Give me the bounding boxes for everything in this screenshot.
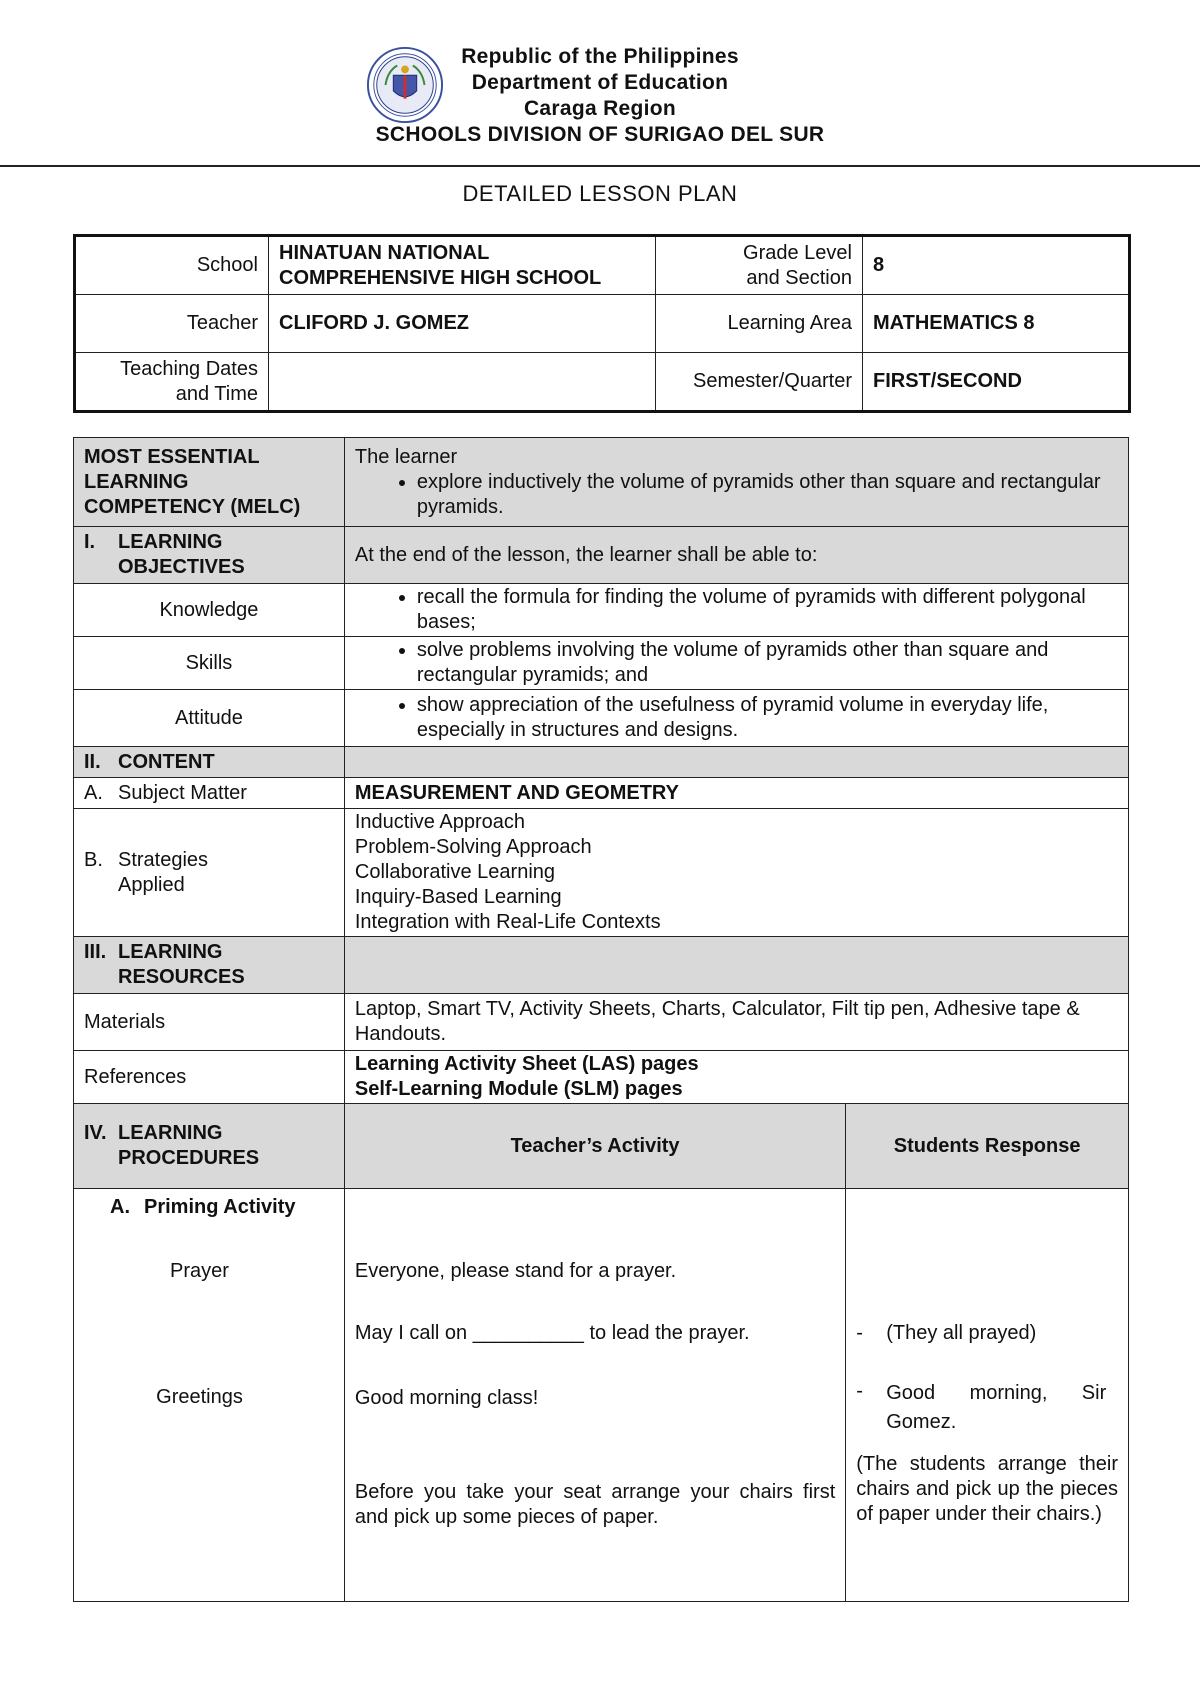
students-response-header: Students Response bbox=[846, 1104, 1129, 1189]
strategy-item: Inquiry-Based Learning bbox=[354, 886, 562, 908]
dash-marker: - bbox=[856, 1380, 863, 1402]
info-table bbox=[73, 234, 1131, 413]
resources-num: III. bbox=[84, 941, 107, 963]
strategy-item: Integration with Real-Life Contexts bbox=[354, 911, 661, 933]
strategies-row bbox=[74, 809, 1129, 937]
dates-label-line-1: Teaching Dates bbox=[120, 357, 258, 380]
teacher-activity-cell bbox=[344, 1189, 845, 1602]
objectives-num: I. bbox=[84, 531, 96, 553]
letterhead-line-1: Republic of the Philippines bbox=[461, 45, 739, 68]
melc-label-line-2: LEARNING bbox=[84, 470, 189, 493]
content-label bbox=[74, 747, 345, 778]
resources-label-line-2: RESOURCES bbox=[118, 966, 245, 988]
header-divider bbox=[0, 165, 1200, 167]
attitude-row bbox=[74, 690, 1129, 747]
attitude-content bbox=[344, 690, 1128, 747]
objectives-row bbox=[74, 527, 1129, 584]
content-num: II. bbox=[84, 750, 101, 773]
seat-teacher: Before you take your seat arrange your chairs first and pick up some pieces of paper. bbox=[354, 1481, 836, 1528]
school-value bbox=[269, 236, 656, 295]
references-label: References bbox=[74, 1051, 345, 1104]
greetings-teacher: Good morning class! bbox=[354, 1387, 539, 1409]
teacher-label: Teacher bbox=[75, 295, 269, 353]
melc-content bbox=[344, 438, 1128, 527]
melc-label bbox=[74, 438, 345, 527]
references-value bbox=[344, 1051, 1128, 1104]
content-row bbox=[74, 747, 1129, 778]
grade-value: 8 bbox=[863, 236, 1130, 295]
prayer-student-text: (They all prayed) bbox=[886, 1322, 1037, 1344]
priming-num: A. bbox=[110, 1196, 130, 1218]
prayer-student bbox=[856, 1321, 1118, 1346]
prayer-teacher-2: May I call on __________ to lead the prayer. bbox=[354, 1322, 750, 1344]
resources-empty bbox=[344, 937, 1128, 994]
knowledge-bullet: • recall the formula for finding the volume of pyramids with different polygonal bases; bbox=[417, 585, 1118, 635]
area-label: Learning Area bbox=[656, 295, 863, 353]
procedures-num: IV. bbox=[84, 1122, 107, 1144]
procedures-header-row bbox=[74, 1104, 1129, 1189]
strategy-item: Collaborative Learning bbox=[354, 861, 556, 883]
strategies-label-line-1: Strategies bbox=[118, 848, 209, 871]
knowledge-row bbox=[74, 584, 1129, 637]
prayer-label: Prayer bbox=[170, 1260, 229, 1282]
letterhead-line-4: SCHOOLS DIVISION OF SURIGAO DEL SUR bbox=[375, 123, 825, 146]
subject-value: MEASUREMENT AND GEOMETRY bbox=[344, 778, 1128, 809]
priming-labels bbox=[74, 1189, 345, 1602]
reference-item: Self-Learning Module (SLM) pages bbox=[354, 1078, 683, 1100]
priming-label bbox=[110, 1195, 296, 1220]
area-value: MATHEMATICS 8 bbox=[863, 295, 1130, 353]
resources-label bbox=[74, 937, 345, 994]
resources-row bbox=[74, 937, 1129, 994]
teacher-activity-header: Teacher’s Activity bbox=[344, 1104, 845, 1189]
strategy-item: Problem-Solving Approach bbox=[354, 836, 592, 858]
letterhead-line-3: Caraga Region bbox=[523, 97, 677, 120]
attitude-label: Attitude bbox=[74, 690, 345, 747]
materials-label: Materials bbox=[74, 994, 345, 1051]
references-row bbox=[74, 1051, 1129, 1104]
objectives-label bbox=[74, 527, 345, 584]
info-row-teacher bbox=[75, 295, 1130, 353]
subject-label-text: Subject Matter bbox=[118, 781, 247, 804]
priming-label-text: Priming Activity bbox=[144, 1196, 296, 1218]
quarter-value: FIRST/SECOND bbox=[863, 353, 1130, 412]
students-response-cell bbox=[846, 1189, 1129, 1602]
dash-marker: - bbox=[856, 1322, 863, 1344]
reference-item: Learning Activity Sheet (LAS) pages bbox=[354, 1053, 699, 1075]
melc-intro: The learner bbox=[354, 445, 458, 468]
greetings-label: Greetings bbox=[156, 1386, 243, 1408]
quarter-label: Semester/Quarter bbox=[656, 353, 863, 412]
subject-label bbox=[74, 778, 345, 809]
grade-label bbox=[656, 236, 863, 295]
seat-student: (The students arrange their chairs and pick up the pieces of paper under their chairs.) bbox=[856, 1453, 1118, 1525]
melc-label-line-1: MOST ESSENTIAL bbox=[84, 445, 260, 468]
procedures-label-line-1: LEARNING bbox=[118, 1122, 223, 1144]
dates-value bbox=[269, 353, 656, 412]
melc-bullet: • explore inductively the volume of pyramids other than square and rectangular pyramids. bbox=[417, 470, 1118, 520]
grade-label-line-1: Grade Level bbox=[743, 241, 852, 264]
teacher-value: CLIFORD J. GOMEZ bbox=[269, 295, 656, 353]
school-value-line-2: COMPREHENSIVE HIGH SCHOOL bbox=[279, 266, 602, 289]
school-value-line-1: HINATUAN NATIONAL bbox=[279, 241, 490, 264]
info-row-school bbox=[75, 236, 1130, 295]
lesson-table bbox=[73, 437, 1129, 1602]
skills-label: Skills bbox=[74, 637, 345, 690]
content-label-text: CONTENT bbox=[118, 750, 215, 773]
page-title: DETAILED LESSON PLAN bbox=[462, 181, 738, 206]
greetings-student bbox=[856, 1379, 1118, 1437]
school-label: School bbox=[75, 236, 269, 295]
grade-label-line-2: and Section bbox=[746, 266, 852, 289]
materials-value: Laptop, Smart TV, Activity Sheets, Charts, Calculator, Filt tip pen, Adhesive tape & Handouts. bbox=[344, 994, 1128, 1051]
greetings-student-text: Good morning, Sir Gomez. bbox=[886, 1382, 1107, 1433]
resources-label-line-1: LEARNING bbox=[118, 941, 223, 963]
info-row-dates bbox=[75, 353, 1130, 412]
attitude-bullet: • show appreciation of the usefulness of pyramid volume in everyday life, especially in structures and designs. bbox=[417, 693, 1118, 743]
priming-row bbox=[74, 1189, 1129, 1602]
strategy-item: Inductive Approach bbox=[354, 811, 525, 833]
skills-content bbox=[344, 637, 1128, 690]
knowledge-content bbox=[344, 584, 1128, 637]
objectives-label-line-1: LEARNING bbox=[118, 531, 223, 553]
letterhead-line-2: Department of Education bbox=[471, 71, 729, 94]
strategies-list bbox=[344, 809, 1128, 937]
dates-label-line-2: and Time bbox=[175, 382, 258, 405]
melc-label-line-3: COMPETENCY (MELC) bbox=[84, 495, 301, 518]
skills-row bbox=[74, 637, 1129, 690]
objectives-label-line-2: OBJECTIVES bbox=[118, 556, 245, 578]
melc-row bbox=[74, 438, 1129, 527]
procedures-label-line-2: PROCEDURES bbox=[118, 1147, 260, 1169]
subject-row bbox=[74, 778, 1129, 809]
letterhead bbox=[0, 44, 1200, 148]
content-empty bbox=[344, 747, 1128, 778]
subject-num: A. bbox=[84, 781, 103, 804]
strategies-label bbox=[74, 809, 345, 937]
strategies-num: B. bbox=[84, 848, 103, 871]
dates-label bbox=[75, 353, 269, 412]
procedures-label bbox=[74, 1104, 345, 1189]
materials-row bbox=[74, 994, 1129, 1051]
strategies-label-line-2: Applied bbox=[118, 873, 185, 896]
knowledge-label: Knowledge bbox=[74, 584, 345, 637]
prayer-teacher-1: Everyone, please stand for a prayer. bbox=[354, 1260, 677, 1282]
objectives-intro: At the end of the lesson, the learner shall be able to: bbox=[344, 527, 1128, 584]
skills-bullet: • solve problems involving the volume of pyramids other than square and rectangular pyramids; and bbox=[417, 638, 1118, 688]
